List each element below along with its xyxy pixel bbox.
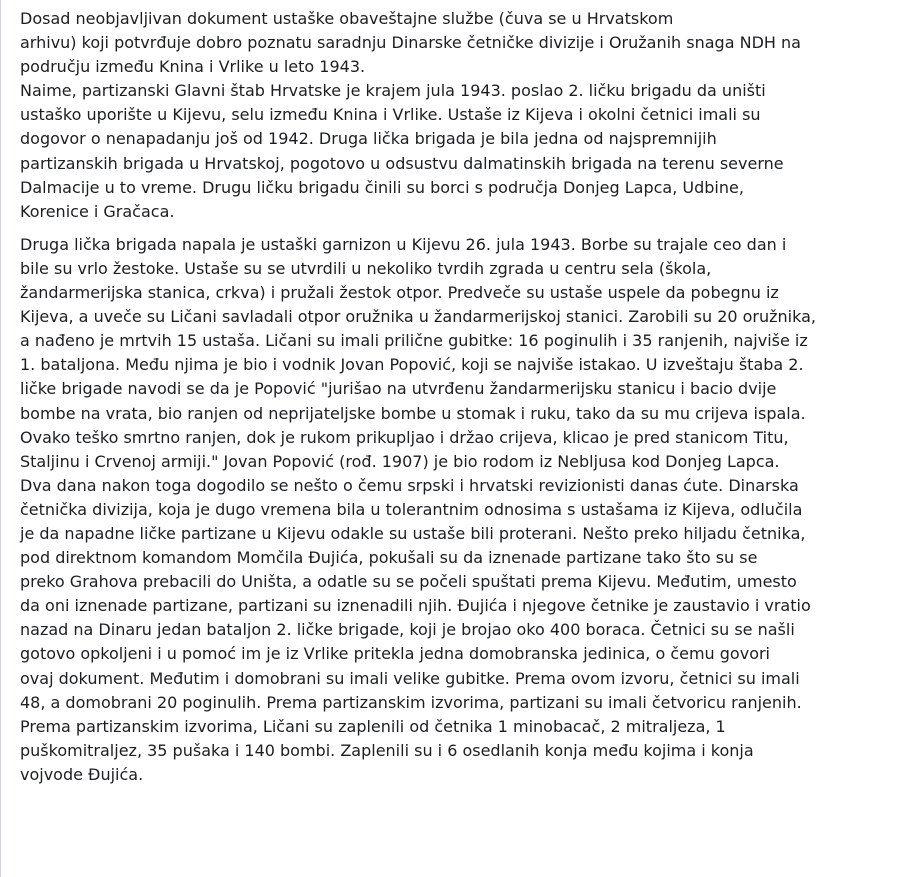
paragraph-battle: Druga lička brigada napala je ustaški garnizon u Kijevu 26. jula 1943. Borbe su trajale ceo dan i bile su vrlo žestoke. Ustaše su se utvrdili u nekoliko tvrdih zgrada u centru sela (škola, žandarmerijska stanica, crkva) i pružali žestok otpor. Predveče su ustaše uspele da pobegnu iz Kijeva, a uveče su Ličani savladali otpor oružnika u žandarmerijskoj stanici. Zarobili su 20 oružnika, a nađeno je mrtvih 15 ustaša. Ličani su imali prilične gubitke: 16 poginulih i 35 ranjenih, najviše iz 1. bataljona. Među njima je bio i vodnik Jovan Popović, koji se najviše istakao. U izveštaju štaba 2. ličke brigade navodi se da je Popović "jurišao na utvrđenu žandarmerijsku stanicu i bacio dvije bombe na vrata, bio ranjen od neprijateljske bombe u stomak i ruku, tako da su mu crijeva ispala. Ovako teško smrtno ranjen, dok je rukom prikupljao i držao crijeva, klicao je pred stanicom Titu, Staljinu i Crvenoj armiji." Jovan Popović (rođ. 1907) je bio rodom iz Nebljusa kod Donjeg Lapca. Dva dana nakon toga dogodilo se nešto o čemu srpski i hrvatski revizionisti danas ćute. Dinarska četnička divizija, koja je dugo vremena bila u tolerantnim odnosima s ustašama iz Kijeva, odlučila je da napadne ličke partizane u Kijevu odakle su ustaše bili proterani. Nešto preko hiljadu četnika, pod direktnom komandom Momčila Đujića, pokušali su da iznenade partizane tako što su se preko Grahova prebacili do Uništa, a odatle su se počeli spuštati prema Kijevu. Međutim, umesto da oni iznenade partizane, partizani su iznenadili njih. Đujića i njegove četnike je zaustavio i vratio nazad na Dinaru jedan bataljon 2. ličke brigade, koji je brojao oko 400 boraca. Četnici su se našli gotovo opkoljeni i u pomoć im je iz Vrlike pritekla jedna domobranska jedinica, o čemu govori ovaj dokument. Međutim i domobrani su imali velike gubitke. Prema ovom izvoru, četnici su imali 48, a domobrani 20 poginulih. Prema partizanskim izvorima, partizani su imali četvoricu ranjenih. Prema partizanskim izvorima, Ličani su zaplenili od četnika 1 minobacač, 2 mitraljeza, 1 puškomitraljez, 35 pušaka i 140 bombi. Zaplenili su i 6 osedlanih konja među kojima i konja vojvode Đujića.	[20, 234, 816, 784]
paragraph-intro: Dosad neobjavljivan dokument ustaške obaveštajne službe (čuva se u Hrvatskom arhivu) koji potvrđuje dobro poznatu saradnju Dinarske četničke divizije i Oružanih snaga NDH na području između Knina i Vrlike u leto 1943. Naime, partizanski Glavni štab Hrvatske je krajem jula 1943. poslao 2. ličku brigadu da uništi ustaško uporište u Kijevu, selu između Knina i Vrlike. Ustaše iz Kijeva i okolni četnici imali su dogovor o nenapadanju još od 1942. Druga lička brigada je bila jedna od najspremnijih partizanskih brigada u Hrvatskoj, pogotovo u odsustvu dalmatinskih brigada na terenu severne Dalmacije u to vreme. Drugu ličku brigadu činili su borci s područja Donjeg Lapca, Udbine, Korenice i Gračaca.	[20, 9, 801, 221]
post-text	[20, 7, 888, 787]
